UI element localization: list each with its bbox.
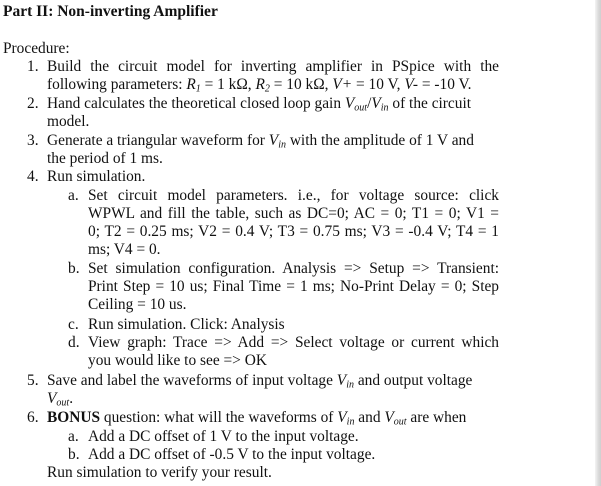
step-3-number: 3. xyxy=(27,132,39,149)
step-2-line-2: model. xyxy=(47,113,90,130)
procedure-label: Procedure: xyxy=(3,40,70,57)
step-4b-line-3: Ceiling = 10 us. xyxy=(88,296,187,313)
step-5-line-1: Save and label the waveforms of input voltage $V_{in}$ and output voltage xyxy=(47,372,473,391)
step-3-line-1: Generate a triangular waveform for $V_{in}$ with the amplitude of 1 V and xyxy=(47,132,474,151)
step-4a-line-4: ms; V4 = 0. xyxy=(88,241,161,258)
section-title: Part II: Non-inverting Amplifier xyxy=(3,3,218,20)
step-6a-line: Add a DC offset of 1 V to the input voltage. xyxy=(88,428,359,445)
page-edge-shadow xyxy=(595,0,601,486)
step-4-number: 4. xyxy=(27,168,39,185)
step-6-run-line: Run simulation to verify your result. xyxy=(47,464,272,481)
step-4d-letter: d. xyxy=(68,334,80,351)
step-4-line-1: Run simulation. xyxy=(47,168,146,185)
step-4a-letter: a. xyxy=(68,187,79,204)
step-6b-letter: b. xyxy=(68,446,80,463)
step-4c-letter: c. xyxy=(68,316,79,333)
step-3-line-2: the period of 1 ms. xyxy=(47,150,163,167)
step-1-line-2: following parameters: $R_1 = 1$ kΩ, $R_2 = 10$ kΩ, V+ = 10 V, V- = -10 V. xyxy=(47,76,472,95)
step-4a-line-2: WPWL and fill the table, such as DC=0; AC = 0; T1 = 0; V1 = xyxy=(88,205,499,222)
step-6-line-1: BONUS question: what will the waveforms of $V_{in}$ and $V_{out}$ are when xyxy=(47,409,467,428)
step-4a-line-3: 0; T2 = 0.25 ms; V2 = 0.4 V; T3 = 0.75 ms; V3 = -0.4 V; T4 = 1 xyxy=(88,223,499,240)
step-1-number: 1. xyxy=(27,58,39,75)
step-4b-line-1: Set simulation configuration. Analysis => Setup => Transient: xyxy=(88,260,499,277)
step-4d-line-2: you would like to see => OK xyxy=(88,352,267,369)
step-2-line-1: Hand calculates the theoretical closed loop gain $V_{out}/V_{in}$ of the circuit xyxy=(47,95,472,114)
step-4c-line-1: Run simulation. Click: Analysis xyxy=(88,316,285,333)
step-4d-line-1: View graph: Trace => Add => Select voltage or current which xyxy=(88,334,499,351)
step-2-number: 2. xyxy=(27,95,39,112)
step-6-number: 6. xyxy=(27,409,39,426)
step-1-line-1: Build the circuit model for inverting amplifier in PSpice with the xyxy=(47,58,499,75)
step-6b-line: Add a DC offset of -0.5 V to the input voltage. xyxy=(88,446,376,463)
step-5-number: 5. xyxy=(27,372,39,389)
step-6a-letter: a. xyxy=(68,428,79,445)
step-4a-line-1: Set circuit model parameters. i.e., for voltage source: click xyxy=(88,187,499,204)
step-5-line-2: $V_{out}$. xyxy=(47,390,74,409)
step-4b-line-2: Print Step = 10 us; Final Time = 1 ms; No-Print Delay = 0; Step xyxy=(88,278,499,295)
step-4b-letter: b. xyxy=(68,260,80,277)
